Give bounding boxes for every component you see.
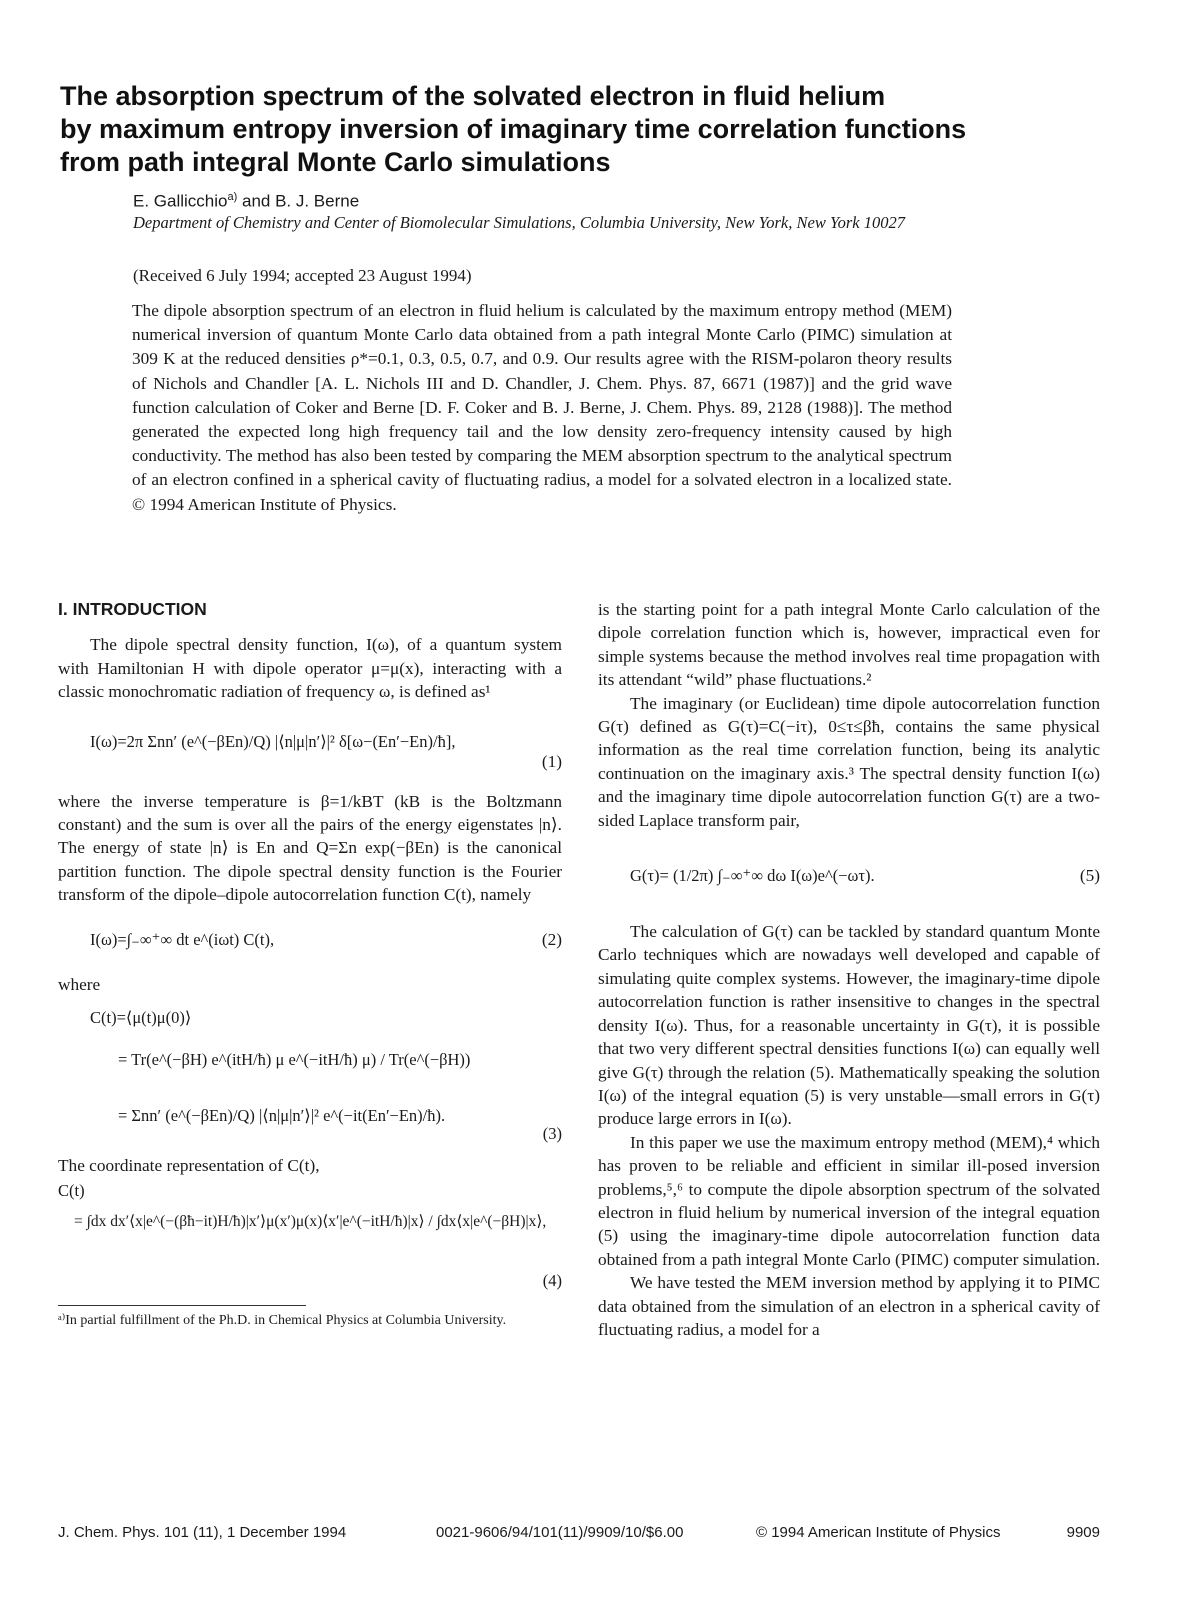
equation-3-line-1: C(t)=⟨μ(t)μ(0)⟩ xyxy=(90,1008,192,1028)
title-line-1: The absorption spectrum of the solvated electron in fluid helium xyxy=(60,81,886,111)
equation-4 xyxy=(58,1177,562,1297)
title-line-2: by maximum entropy inversion of imaginary time correlation functions xyxy=(60,114,967,144)
footer-copyright: © 1994 American Institute of Physics xyxy=(756,1524,1001,1541)
equation-5-number: (5) xyxy=(1079,866,1100,886)
right-paragraph-1: is the starting point for a path integral Monte Carlo calculation of the dipole correlation function which is, however, impractical even for simple systems because the method involves real time propagation with its attendant “wild” phase fluctuations.² xyxy=(598,600,1100,690)
left-column xyxy=(58,598,562,1330)
equation-4-body: = ∫dx dx′⟨x|e^(−(βħ−it)H/ħ)|x′⟩μ(x′)μ(x)⟨x′|e^(−itH/ħ)|x⟩ / ∫dx⟨x|e^(−βH)|x⟩, xyxy=(74,1213,547,1231)
equation-1 xyxy=(58,704,562,790)
equation-3-number: (3) xyxy=(542,1124,562,1144)
footer-code: 0021-9606/94/101(11)/9909/10/$6.00 xyxy=(436,1524,684,1541)
author-first: E. Gallicchio xyxy=(133,191,228,211)
equation-3-line-3: = Σnn′ (e^(−βEn)/Q) |⟨n|μ|n′⟩|² e^(−it(En′−En)/ħ). xyxy=(118,1106,446,1126)
equation-4-lhs: C(t) xyxy=(58,1181,85,1201)
equation-1-body: I(ω)=2π Σnn′ (e^(−βEn)/Q) |⟨n|μ|n′⟩|² δ[ω−(En′−En)/ħ], xyxy=(90,731,456,751)
intro-paragraph-1: The dipole spectral density function, I(ω), of a quantum system with Hamiltonian H with dipole operator μ=μ(x), interacting with a classic monochromatic radiation of frequency ω, is defined as¹ xyxy=(58,635,562,702)
equation-1-number: (1) xyxy=(541,751,562,771)
footnote-rule xyxy=(58,1305,306,1306)
equation-5 xyxy=(598,832,1100,920)
abstract: The dipole absorption spectrum of an electron in fluid helium is calculated by the maximum entropy method (MEM) numerical inversion of quantum Monte Carlo data obtained from a path integral Monte Carlo (PIMC) simulation at 309 K at the reduced densities ρ*=0.1, 0.3, 0.5, 0.7, and 0.9. Our results agree with the RISM-polaron theory results of Nichols and Chandler [A. L. Nichols III and D. Chandler, J. Chem. Phys. 87, 6671 (1987)] and the grid wave function calculation of Coker and Berne [D. F. Coker and B. J. Berne, J. Chem. Phys. 89, 2128 (1988)]. The method generated the expected long high frequency tail and the low density zero-frequency intensity caused by high conductivity. The method has also been tested by comparing the MEM absorption spectrum to the analytical spectrum of an electron confined in a spherical cavity of fluctuating radius, a model for a solvated electron in a localized state. © 1994 American Institute of Physics. xyxy=(132,301,952,514)
right-paragraph-2: The imaginary (or Euclidean) time dipole autocorrelation function G(τ) defined as G(τ)=C(−iτ), 0≤τ≤βħ, contains the same physical information as the real time correlation function, being its analytic continuation on the imaginary axis.³ The spectral density function I(ω) and the imaginary time dipole autocorrelation function G(τ) are a two-sided Laplace transform pair, xyxy=(598,693,1100,830)
right-column xyxy=(598,598,1100,1341)
footer-journal: J. Chem. Phys. 101 (11), 1 December 1994 xyxy=(58,1524,347,1541)
equation-4-number: (4) xyxy=(542,1271,562,1291)
equation-2 xyxy=(58,907,562,973)
equation-2-number: (2) xyxy=(541,929,562,949)
right-paragraph-5: We have tested the MEM inversion method by applying it to PIMC data obtained from the simulation of an electron in a spherical cavity of fluctuating radius, a model for a xyxy=(598,1273,1100,1339)
title-line-3: from path integral Monte Carlo simulations xyxy=(60,147,611,177)
author-rest: and B. J. Berne xyxy=(237,191,360,211)
equation-3 xyxy=(58,996,562,1154)
section-heading: I. INTRODUCTION xyxy=(58,599,207,619)
author-footnote-mark: a) xyxy=(227,191,238,203)
equation-2-body: I(ω)=∫₋∞⁺∞ dt e^(iωt) C(t), xyxy=(90,929,275,949)
received-dates: (Received 6 July 1994; accepted 23 August 1994) xyxy=(133,266,472,285)
article-title xyxy=(60,80,1140,179)
footer-page-number: 9909 xyxy=(1066,1524,1100,1541)
right-paragraph-3: The calculation of G(τ) can be tackled by standard quantum Monte Carlo techniques which are nowadays well developed and capable of simulating quite complex systems. However, the imaginary-time dipole autocorrelation function is rather insensitive to changes in the spectral density I(ω). Thus, for a reasonable uncertainty in G(τ), it is possible that two very different spectral densities functions I(ω) can equally well give G(τ) through the relation (5). Mathematically speaking the solution I(ω) of the integral equation (5) is very unstable—small errors in G(τ) produce large errors in I(ω). xyxy=(598,922,1100,1129)
right-paragraph-4: In this paper we use the maximum entropy method (MEM),⁴ which has proven to be reliable and efficient in similar ill-posed inversion problems,⁵,⁶ to compute the dipole absorption spectrum of the solvated electron in fluid helium by numerical inversion of the integral equation (5) using the imaginary-time dipole autocorrelation function data obtained from a path integral Monte Carlo (PIMC) computer simulation. xyxy=(598,1132,1101,1269)
where-text: where xyxy=(58,974,101,994)
intro-paragraph-3: The coordinate representation of C(t), xyxy=(58,1156,320,1176)
author-footnote: ᵃ⁾In partial fulfillment of the Ph.D. in Chemical Physics at Columbia University. xyxy=(58,1313,507,1329)
intro-paragraph-2: where the inverse temperature is β=1/kBT (kB is the Boltzmann constant) and the sum is over all the pairs of the energy eigenstates |n⟩. The energy of state |n⟩ is En and Q=Σn exp(−βEn) is the canonical partition function. The dipole spectral density function is the Fourier transform of the dipole–dipole autocorrelation function C(t), namely xyxy=(58,791,562,905)
affiliation: Department of Chemistry and Center of Biomolecular Simulations, Columbia University, New York, New York 10027 xyxy=(133,213,905,232)
equation-3-line-2: = Tr(e^(−βH) e^(itH/ħ) μ e^(−itH/ħ) μ) / Tr(e^(−βH)) xyxy=(118,1050,471,1070)
equation-5-body: G(τ)= (1/2π) ∫₋∞⁺∞ dω I(ω)e^(−ωτ). xyxy=(630,866,875,886)
author-line xyxy=(133,191,359,212)
